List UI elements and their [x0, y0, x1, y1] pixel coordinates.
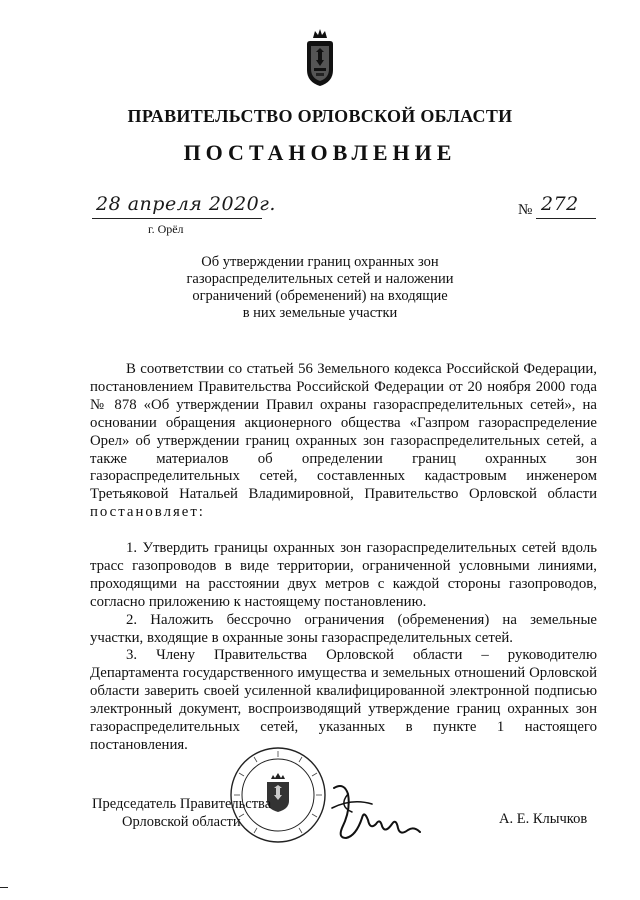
document-date: 28 апреля 2020г. [96, 193, 276, 215]
date-underline [92, 218, 262, 219]
document-body [90, 361, 597, 755]
government-title: ПРАВИТЕЛЬСТВО ОРЛОВСКОЙ ОБЛАСТИ [127, 106, 513, 126]
item-paragraph: 2. Наложить бессрочно ограничения (обременения) на земельные участки, входящие в охранные зоны газораспределительных сетей. [90, 611, 597, 646]
signatory-name: А. Е. Клычков [499, 811, 588, 827]
preamble-text: В соответствии со статьей 56 Земельного кодекса Российской Федерации, постановлением Правительства Российской Федерации от 20 ноября 2000 года № 878 «Об утверждении Правил охраны газораспределительных сетей», на основании обращения акционерного общества «Газпром газораспределение Орел» об утверждении границ охранных зон газораспределительных сетей, а также материалов об определении границ охранных зон газораспределительных сетей, составленных кадастровым инженером Третьяковой Натальей Владимировной, Правительство Орловской области [90, 361, 597, 503]
page-edge-mark [0, 887, 8, 888]
subject-line: Об утверждении границ охранных зон [201, 254, 439, 270]
preamble-paragraph [90, 361, 597, 522]
signatory-title-line: Председатель Правительства [92, 796, 272, 812]
signatory-title-line: Орловской области [122, 814, 241, 830]
handwritten-signature [318, 780, 428, 850]
subject-line: ограничений (обременений) на входящие [192, 288, 448, 304]
resolves-word: постановляет: [90, 504, 205, 521]
subject-line: газораспределительных сетей и наложении [186, 271, 454, 287]
subject-line: в них земельные участки [242, 305, 398, 321]
number-label: № [518, 202, 533, 218]
item-paragraph: 1. Утвердить границы охранных зон газораспределительных сетей вдоль трасс газопроводов в виде территории, ограниченной условными линиями, проходящими на расстоянии двух метров с каждой стороны газопроводов, согласно приложению к настоящему постановлению. [90, 540, 597, 610]
document-type-title: ПОСТАНОВЛЕНИЕ [183, 140, 457, 165]
document-number: 272 [541, 193, 579, 215]
document-subject [150, 254, 490, 322]
signatory-title [92, 795, 271, 831]
number-underline [536, 218, 596, 219]
item-paragraph: 3. Члену Правительства Орловской области – руководителю Департамента государственного имущества и земельных отношений Орловской области заверить своей усиленной квалифицированной электронной подписью электронный документ, воспроизводящий утверждение границ охранных зон газораспределительных сетей, указанных в пункте 1 настоящего постановления. [90, 647, 597, 754]
city-name: г. Орёл [148, 222, 184, 236]
coat-of-arms-icon [303, 28, 337, 88]
